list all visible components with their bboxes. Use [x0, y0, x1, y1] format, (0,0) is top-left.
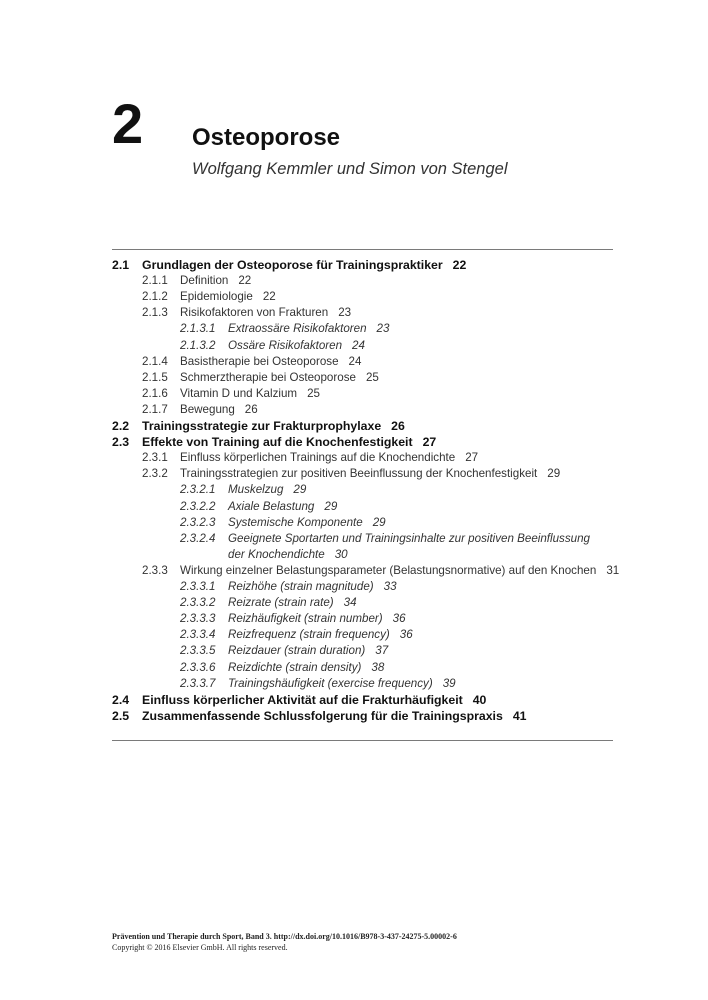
toc-entry-number: 2.2 [112, 419, 130, 433]
toc-entry-text: Einfluss körperlichen Trainings auf die Knochendichte [180, 451, 456, 465]
toc-entry-text: Bewegung [180, 402, 235, 416]
toc-entry-number: 2.3.2.3 [180, 515, 216, 529]
toc-entry-number: 2.3.3 [142, 563, 168, 577]
toc-entry[interactable] [0, 515, 708, 531]
toc-entry-text: Effekte von Training auf die Knochenfestigkeit [142, 435, 413, 450]
toc-entry-title [142, 692, 486, 708]
toc-entry[interactable] [0, 370, 708, 386]
toc-entry-number: 2.3.3.3 [180, 612, 216, 626]
toc-entry-page: 33 [383, 580, 397, 593]
toc-entry-page: 30 [334, 547, 348, 561]
toc-entry-number: 2.3.3.5 [180, 644, 216, 658]
toc-entry-text: Trainingsstrategien zur positiven Beeinflussung der Knochenfestigkeit [180, 467, 538, 481]
toc-entry[interactable] [0, 257, 708, 273]
toc-entry-title [180, 563, 619, 579]
toc-entry-title [228, 515, 386, 531]
toc-entry[interactable] [0, 692, 708, 708]
chapter-number: 2 [112, 92, 144, 155]
toc-entry[interactable] [0, 466, 708, 482]
toc-entry-number: 2.3.3.4 [180, 628, 216, 642]
toc-entry-title [228, 611, 406, 627]
toc-entry-text: Axiale Belastung [228, 499, 315, 513]
toc-entry-number: 2.3.2.2 [180, 499, 216, 513]
footer-copyright: Copyright © 2016 Elsevier GmbH. All rights reserved. [112, 943, 288, 952]
toc-entry-title [142, 418, 405, 434]
toc-entry-number: 2.1.3.1 [180, 322, 216, 336]
toc-entry-number: 2.3.3.1 [180, 580, 216, 593]
toc-entry-text: Reizdauer (strain duration) [228, 644, 366, 658]
toc-entry-page: 24 [352, 338, 365, 352]
toc-entry-page: 36 [399, 628, 413, 642]
toc-entry-number: 2.1.1 [142, 274, 168, 288]
toc-entry-page: 24 [348, 354, 362, 368]
toc-entry-title [228, 643, 388, 659]
toc-entry-title [180, 386, 320, 402]
toc-entry-page: 27 [465, 451, 479, 465]
toc-entry-text: Vitamin D und Kalzium [180, 386, 298, 400]
toc-entry-title [228, 660, 384, 676]
toc-entry-text: Epidemiologie [180, 290, 253, 304]
toc-entry-number: 2.1.7 [142, 402, 168, 416]
toc-entry-title [180, 273, 251, 289]
toc-entry-number: 2.1.6 [142, 386, 168, 400]
toc-entry-number: 2.1.3.2 [180, 338, 216, 352]
toc-entry-page: 22 [238, 274, 252, 288]
toc-entry-page: 29 [324, 499, 338, 513]
toc-entry-number: 2.3.2.4 [180, 531, 216, 545]
toc-entry-page: 29 [293, 483, 307, 497]
toc-entry-title [228, 321, 389, 337]
toc-entry-number: 2.3.3.7 [180, 676, 216, 690]
toc-entry-page: 26 [391, 419, 405, 433]
toc-entry[interactable] [0, 386, 708, 402]
toc-entry[interactable] [0, 676, 708, 692]
toc-entry-page: 40 [472, 692, 487, 707]
toc-entry[interactable] [0, 338, 708, 354]
toc-entry-page: 29 [547, 467, 561, 481]
toc-entry-page: 23 [338, 306, 352, 320]
toc-entry-title [180, 305, 351, 321]
toc-entry[interactable] [0, 708, 708, 724]
toc-entry[interactable] [0, 402, 708, 418]
toc-entry-number: 2.3.2.1 [180, 483, 216, 497]
toc-entry[interactable] [0, 450, 708, 466]
toc-entry-text: Reizfrequenz (strain frequency) [228, 628, 390, 642]
toc-entry-number: 2.1.3 [142, 306, 168, 320]
toc-entry-text: Ossäre Risikofaktoren [228, 338, 343, 352]
toc-entry-page: 22 [452, 258, 467, 272]
toc-entry[interactable] [0, 499, 708, 515]
toc-entry-text: Systemische Komponente [228, 515, 363, 529]
toc-entry[interactable] [0, 660, 708, 676]
toc-entry-title [180, 466, 560, 482]
toc-entry-title [228, 482, 306, 498]
toc-entry-title [228, 531, 608, 563]
toc-top-divider [112, 249, 613, 250]
toc-entry-page: 31 [606, 563, 620, 577]
toc-entry-page: 25 [307, 386, 320, 400]
toc-entry[interactable] [0, 627, 708, 643]
toc-entry-text: Definition [180, 274, 229, 288]
toc-entry-text: Trainingshäufigkeit (exercise frequency) [228, 676, 433, 690]
toc-entry-title [228, 676, 456, 692]
footer-citation: Prävention und Therapie durch Sport, Band 3. http://dx.doi.org/10.1016/B978-3-437-24275-5.00002-6 [112, 932, 457, 941]
toc-entry-text: Geeignete Sportarten und Trainingsinhalte zur positiven Beeinflussung der Knochendichte [228, 531, 590, 561]
toc-entry[interactable] [0, 321, 708, 337]
toc-entry-title [180, 354, 361, 370]
toc-entry-page: 26 [244, 402, 258, 416]
toc-entry[interactable] [0, 289, 708, 305]
toc-entry-text: Reizhöhe (strain magnitude) [228, 580, 374, 593]
toc-entry-number: 2.1 [112, 258, 130, 272]
toc-entry-title [228, 338, 365, 354]
toc-bottom-divider [112, 740, 613, 741]
toc-entry-title [142, 257, 466, 273]
toc-entry[interactable] [0, 563, 708, 579]
toc-entry-page: 41 [512, 708, 527, 723]
toc-entry-page: 22 [262, 290, 276, 304]
toc-entry[interactable] [0, 482, 708, 498]
toc-entry-number: 2.3.2 [142, 467, 168, 481]
chapter-authors: Wolfgang Kemmler und Simon von Stengel [192, 160, 508, 178]
toc-entry-text: Schmerztherapie bei Osteoporose [180, 370, 356, 384]
toc-entry-title [180, 450, 478, 466]
toc-entry-page: 23 [376, 322, 390, 336]
toc-entry-text: Risikofaktoren von Frakturen [180, 306, 329, 320]
toc-entry-number: 2.3.1 [142, 451, 168, 465]
toc-entry[interactable] [0, 354, 708, 370]
chapter-title: Osteoporose [192, 124, 341, 151]
toc-entry-page: 27 [422, 435, 437, 450]
toc-entry-text: Zusammenfassende Schlussfolgerung für die Trainingspraxis [142, 708, 503, 723]
toc-entry-text: Einfluss körperlicher Aktivität auf die Frakturhäufigkeit [142, 692, 463, 707]
toc-entry-title [180, 370, 379, 386]
toc-entry-page: 29 [372, 515, 386, 529]
toc-entry-number: 2.3.3.6 [180, 660, 216, 674]
toc-entry-page: 34 [343, 596, 357, 610]
toc-entry-title [228, 499, 337, 515]
toc-entry[interactable] [0, 434, 708, 450]
toc-entry-number: 2.1.5 [142, 370, 168, 384]
toc-entry-number: 2.1.2 [142, 290, 168, 304]
toc-entry-title [228, 595, 357, 611]
toc-entry-page: 39 [442, 676, 456, 690]
toc-entry-title [142, 708, 527, 724]
toc-entry-text: Muskelzug [228, 483, 284, 497]
toc-entry-page: 36 [392, 612, 406, 626]
toc-entry-number: 2.3 [112, 435, 130, 450]
toc-entry[interactable] [0, 611, 708, 627]
toc-entry-text: Extraossäre Risikofaktoren [228, 322, 367, 336]
toc-entry-number: 2.5 [112, 708, 130, 723]
toc-entry-text: Reizrate (strain rate) [228, 596, 334, 610]
toc-entry-number: 2.4 [112, 692, 130, 707]
toc-entry-text: Grundlagen der Osteoporose für Trainingspraktiker [142, 258, 443, 272]
toc-entry-title [228, 627, 413, 643]
toc-entry[interactable] [0, 579, 708, 595]
toc-entry[interactable] [0, 595, 708, 611]
toc-entry-number: 2.3.3.2 [180, 596, 216, 610]
toc-entry[interactable] [0, 418, 708, 434]
toc-entry-text: Reizdichte (strain density) [228, 660, 362, 674]
toc-entry[interactable] [0, 531, 708, 563]
toc-entry-text: Trainingsstrategie zur Frakturprophylaxe [142, 419, 382, 433]
toc-entry[interactable] [0, 305, 708, 321]
toc-entry-title [142, 434, 436, 450]
toc-entry-text: Reizhäufigkeit (strain number) [228, 612, 383, 626]
toc-entry-text: Wirkung einzelner Belastungsparameter (Belastungsnormative) auf den Knochen [180, 563, 597, 577]
toc-entry-title [180, 289, 276, 305]
toc-entry-page: 38 [371, 660, 385, 674]
toc-entry-text: Basistherapie bei Osteoporose [180, 354, 339, 368]
toc-entry[interactable] [0, 643, 708, 659]
page-footer [112, 931, 457, 953]
toc-entry-number: 2.1.4 [142, 354, 168, 368]
toc-entry-title [180, 402, 258, 418]
toc-entry-page: 37 [375, 644, 389, 658]
toc-entry-title [228, 579, 397, 595]
toc-entry[interactable] [0, 273, 708, 289]
toc-entry-page: 25 [365, 370, 379, 384]
